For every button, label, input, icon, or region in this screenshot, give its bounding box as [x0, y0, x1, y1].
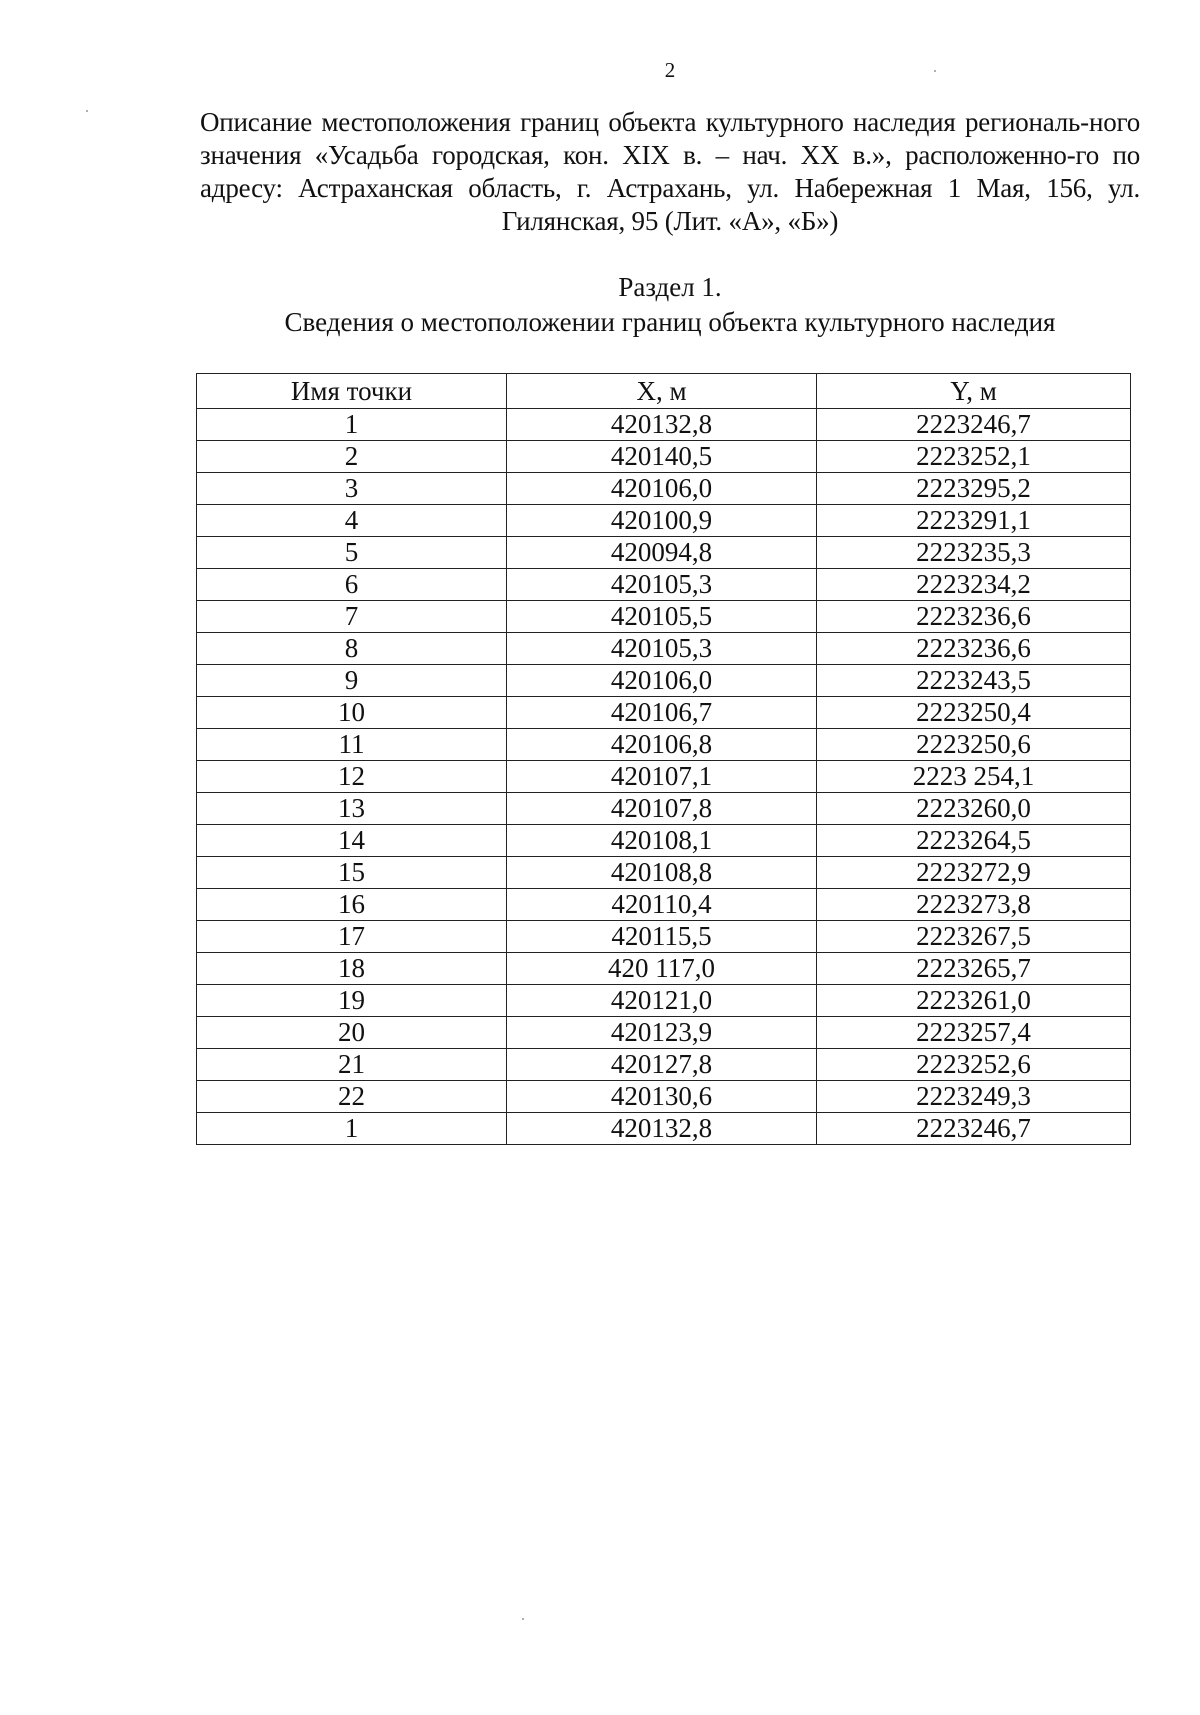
- table-row: [197, 505, 1131, 537]
- cell-point-name: 19: [197, 985, 507, 1017]
- table-body: [197, 409, 1131, 1145]
- cell-y: 2223243,5: [817, 665, 1131, 697]
- cell-point-name: 11: [197, 729, 507, 761]
- table-row: [197, 793, 1131, 825]
- cell-y: 2223246,7: [817, 409, 1131, 441]
- table-row: [197, 1113, 1131, 1145]
- header-x: X, м: [507, 374, 817, 409]
- page-number: 2: [664, 58, 676, 82]
- cell-y: 2223246,7: [817, 1113, 1131, 1145]
- section-heading: Сведения о местоположении границ объекта культурного наследия: [284, 307, 1056, 337]
- table-row: [197, 665, 1131, 697]
- cell-point-name: 18: [197, 953, 507, 985]
- cell-y: 2223250,6: [817, 729, 1131, 761]
- cell-point-name: 4: [197, 505, 507, 537]
- table-row: [197, 889, 1131, 921]
- cell-x: 420107,1: [507, 761, 817, 793]
- cell-y: 2223260,0: [817, 793, 1131, 825]
- cell-x: 420115,5: [507, 921, 817, 953]
- scan-speck: [86, 110, 88, 112]
- cell-point-name: 22: [197, 1081, 507, 1113]
- table-row: [197, 985, 1131, 1017]
- cell-y: 2223252,1: [817, 441, 1131, 473]
- table-row: [197, 409, 1131, 441]
- cell-y: 2223249,3: [817, 1081, 1131, 1113]
- cell-y: 2223236,6: [817, 601, 1131, 633]
- header-point-name: Имя точки: [197, 374, 507, 409]
- table-row: [197, 761, 1131, 793]
- cell-x: 420110,4: [507, 889, 817, 921]
- header-y: Y, м: [817, 374, 1131, 409]
- cell-y: 2223250,4: [817, 697, 1131, 729]
- cell-x: 420105,3: [507, 569, 817, 601]
- cell-x: 420 117,0: [507, 953, 817, 985]
- table-row: [197, 537, 1131, 569]
- cell-x: 420132,8: [507, 1113, 817, 1145]
- cell-point-name: 15: [197, 857, 507, 889]
- table-row: [197, 921, 1131, 953]
- cell-point-name: 13: [197, 793, 507, 825]
- cell-x: 420132,8: [507, 409, 817, 441]
- cell-point-name: 7: [197, 601, 507, 633]
- scan-speck: [934, 70, 936, 72]
- cell-y: 2223235,3: [817, 537, 1131, 569]
- cell-y: 2223236,6: [817, 633, 1131, 665]
- cell-y: 2223252,6: [817, 1049, 1131, 1081]
- cell-x: 420108,8: [507, 857, 817, 889]
- cell-x: 420140,5: [507, 441, 817, 473]
- cell-point-name: 6: [197, 569, 507, 601]
- cell-point-name: 10: [197, 697, 507, 729]
- cell-x: 420121,0: [507, 985, 817, 1017]
- table-row: [197, 473, 1131, 505]
- table-row: [197, 569, 1131, 601]
- cell-y: 2223257,4: [817, 1017, 1131, 1049]
- cell-y: 2223295,2: [817, 473, 1131, 505]
- cell-x: 420106,0: [507, 473, 817, 505]
- table-row: [197, 825, 1131, 857]
- table-row: [197, 1081, 1131, 1113]
- cell-x: 420127,8: [507, 1049, 817, 1081]
- cell-point-name: 17: [197, 921, 507, 953]
- cell-y: 2223272,9: [817, 857, 1131, 889]
- section-label: Раздел 1.: [618, 272, 722, 302]
- cell-x: 420106,7: [507, 697, 817, 729]
- cell-point-name: 2: [197, 441, 507, 473]
- cell-point-name: 1: [197, 409, 507, 441]
- cell-x: 420123,9: [507, 1017, 817, 1049]
- cell-y: 2223291,1: [817, 505, 1131, 537]
- cell-point-name: 5: [197, 537, 507, 569]
- cell-point-name: 14: [197, 825, 507, 857]
- cell-y: 2223265,7: [817, 953, 1131, 985]
- cell-point-name: 8: [197, 633, 507, 665]
- cell-x: 420107,8: [507, 793, 817, 825]
- table-row: [197, 857, 1131, 889]
- cell-x: 420130,6: [507, 1081, 817, 1113]
- cell-point-name: 9: [197, 665, 507, 697]
- cell-point-name: 16: [197, 889, 507, 921]
- table-row: [197, 1049, 1131, 1081]
- coordinates-table: [196, 373, 1131, 1145]
- cell-y: 2223234,2: [817, 569, 1131, 601]
- document-title: Описание местоположения границ объекта культурного наследия региональ-ного значения «Усадьба городская, кон. XIX в. – нач. XX в.», расположенно-го по адресу: Астраханская область, г. Астрахань, ул. Набережная 1 Мая, 156, ул. Гилянская, 95 (Лит. «А», «Б»): [200, 107, 1140, 236]
- cell-x: 420106,0: [507, 665, 817, 697]
- table-row: [197, 601, 1131, 633]
- cell-point-name: 12: [197, 761, 507, 793]
- cell-point-name: 21: [197, 1049, 507, 1081]
- cell-point-name: 1: [197, 1113, 507, 1145]
- cell-point-name: 20: [197, 1017, 507, 1049]
- cell-x: 420106,8: [507, 729, 817, 761]
- cell-point-name: 3: [197, 473, 507, 505]
- cell-x: 420108,1: [507, 825, 817, 857]
- table-row: [197, 697, 1131, 729]
- cell-x: 420094,8: [507, 537, 817, 569]
- cell-y: 2223261,0: [817, 985, 1131, 1017]
- cell-x: 420105,3: [507, 633, 817, 665]
- table-row: [197, 441, 1131, 473]
- cell-y: 2223264,5: [817, 825, 1131, 857]
- table-row: [197, 633, 1131, 665]
- table-row: [197, 953, 1131, 985]
- table-row: [197, 729, 1131, 761]
- scan-speck: [522, 1618, 524, 1620]
- cell-y: 2223267,5: [817, 921, 1131, 953]
- cell-x: 420105,5: [507, 601, 817, 633]
- cell-x: 420100,9: [507, 505, 817, 537]
- cell-y: 2223 254,1: [817, 761, 1131, 793]
- table-header-row: [197, 374, 1131, 409]
- cell-y: 2223273,8: [817, 889, 1131, 921]
- table-row: [197, 1017, 1131, 1049]
